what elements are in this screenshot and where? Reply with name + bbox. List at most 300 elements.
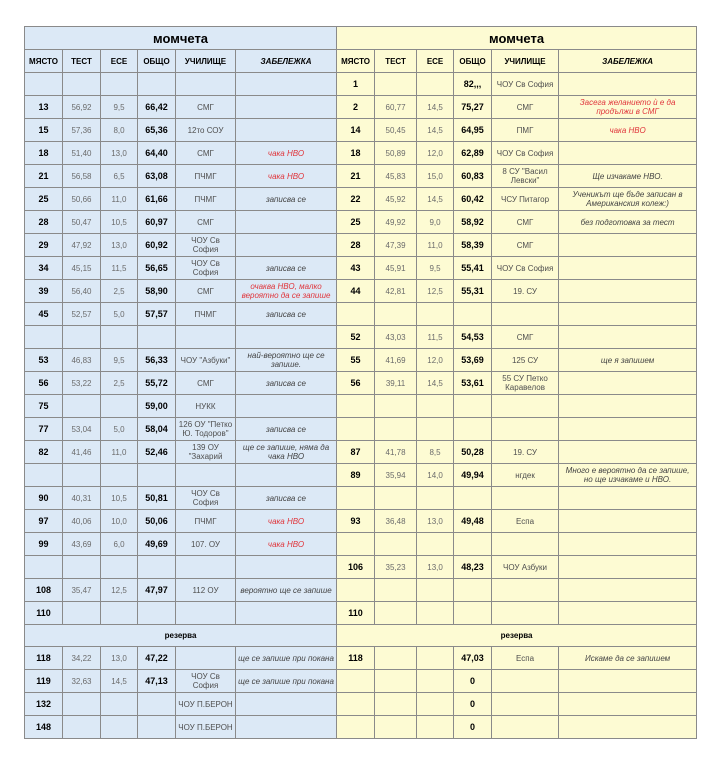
right-place-cell xyxy=(337,670,375,693)
right-essay-cell: 12,5 xyxy=(417,280,454,303)
right-total-cell: 0 xyxy=(454,716,492,739)
right-total-cell: 58,92 xyxy=(454,211,492,234)
right-total-cell: 53,69 xyxy=(454,349,492,372)
right-essay-cell: 14,5 xyxy=(417,188,454,211)
right-place-cell xyxy=(337,533,375,556)
left-school-cell: ЧОУ П.БЕРОН xyxy=(176,716,236,739)
right-school-cell: ЧОУ Св София xyxy=(492,257,559,280)
reserve-table-row xyxy=(25,647,697,670)
left-header-total: ОБЩО xyxy=(138,50,176,73)
right-note-cell xyxy=(559,234,697,257)
left-note-cell: записва се xyxy=(236,418,337,441)
left-place-cell: 148 xyxy=(25,716,63,739)
right-place-cell: 118 xyxy=(337,647,375,670)
table-row xyxy=(25,119,697,142)
left-place-cell: 75 xyxy=(25,395,63,418)
left-total-cell: 57,57 xyxy=(138,303,176,326)
left-essay-cell xyxy=(101,602,138,625)
left-note-cell: най-вероятно ще се запише. xyxy=(236,349,337,372)
right-test-cell xyxy=(375,670,417,693)
right-school-cell: СМГ xyxy=(492,96,559,119)
table-row xyxy=(25,257,697,280)
left-total-cell: 55,72 xyxy=(138,372,176,395)
right-school-cell: Еспа xyxy=(492,510,559,533)
left-test-cell: 57,36 xyxy=(63,119,101,142)
left-school-cell: СМГ xyxy=(176,280,236,303)
left-test-cell: 45,15 xyxy=(63,257,101,280)
left-total-cell xyxy=(138,556,176,579)
right-header-school: УЧИЛИЩЕ xyxy=(492,50,559,73)
left-header-test: ТЕСТ xyxy=(63,50,101,73)
left-note-cell: очаква НВО, малко вероятно да се запише xyxy=(236,280,337,303)
right-school-cell: ЧОУ Азбуки xyxy=(492,556,559,579)
left-place-cell: 29 xyxy=(25,234,63,257)
left-school-cell: ЧОУ П.БЕРОН xyxy=(176,693,236,716)
right-school-cell: 19. СУ xyxy=(492,441,559,464)
right-place-cell xyxy=(337,303,375,326)
right-test-cell xyxy=(375,533,417,556)
left-note-cell xyxy=(236,464,337,487)
right-test-cell: 42,81 xyxy=(375,280,417,303)
right-place-cell: 14 xyxy=(337,119,375,142)
left-test-cell: 52,57 xyxy=(63,303,101,326)
right-essay-cell: 15,0 xyxy=(417,165,454,188)
left-header-note: ЗАБЕЛЕЖКА xyxy=(236,50,337,73)
left-school-cell: СМГ xyxy=(176,211,236,234)
left-place-cell: 34 xyxy=(25,257,63,280)
left-school-cell xyxy=(176,464,236,487)
left-school-cell: ПЧМГ xyxy=(176,303,236,326)
left-note-cell xyxy=(236,716,337,739)
left-test-cell xyxy=(63,73,101,96)
left-school-cell: СМГ xyxy=(176,372,236,395)
left-title: момчета xyxy=(25,27,337,50)
left-test-cell: 46,83 xyxy=(63,349,101,372)
left-note-cell xyxy=(236,556,337,579)
table-row xyxy=(25,142,697,165)
right-test-cell: 50,45 xyxy=(375,119,417,142)
left-total-cell: 47,22 xyxy=(138,647,176,670)
right-test-cell: 36,48 xyxy=(375,510,417,533)
right-note-cell xyxy=(559,579,697,602)
left-place-cell: 25 xyxy=(25,188,63,211)
left-essay-cell: 10,5 xyxy=(101,487,138,510)
right-essay-cell: 11,5 xyxy=(417,326,454,349)
left-test-cell xyxy=(63,464,101,487)
table-row xyxy=(25,73,697,96)
right-total-cell: 54,53 xyxy=(454,326,492,349)
right-total-cell xyxy=(454,533,492,556)
right-note-cell xyxy=(559,602,697,625)
left-header-essay: ЕСЕ xyxy=(101,50,138,73)
right-note-cell: Ученикът ще бъде записан в Американския колеж:) xyxy=(559,188,697,211)
left-place-cell: 21 xyxy=(25,165,63,188)
right-note-cell xyxy=(559,670,697,693)
left-school-cell: ЧОУ Св София xyxy=(176,234,236,257)
left-place-cell: 45 xyxy=(25,303,63,326)
left-test-cell xyxy=(63,395,101,418)
right-note-cell xyxy=(559,441,697,464)
left-note-cell xyxy=(236,234,337,257)
left-school-cell: НУКК xyxy=(176,395,236,418)
right-note-cell: Ще изчакаме НВО. xyxy=(559,165,697,188)
left-school-cell: 12то СОУ xyxy=(176,119,236,142)
right-header-place: МЯСТО xyxy=(337,50,375,73)
right-note-cell: Много е вероятно да се запише, но ще изчакаме и НВО. xyxy=(559,464,697,487)
left-place-cell: 119 xyxy=(25,670,63,693)
right-total-cell: 49,48 xyxy=(454,510,492,533)
right-essay-cell: 9,0 xyxy=(417,211,454,234)
right-total-cell xyxy=(454,602,492,625)
left-place-cell xyxy=(25,73,63,96)
right-school-cell: ПМГ xyxy=(492,119,559,142)
right-school-cell: 8 СУ "Васил Левски" xyxy=(492,165,559,188)
right-total-cell xyxy=(454,395,492,418)
right-place-cell: 93 xyxy=(337,510,375,533)
left-note-cell: ще се запише при покана xyxy=(236,670,337,693)
left-school-cell: ЧОУ Св София xyxy=(176,487,236,510)
left-total-cell xyxy=(138,73,176,96)
right-place-cell xyxy=(337,693,375,716)
left-school-cell xyxy=(176,647,236,670)
left-note-cell: чака НВО xyxy=(236,510,337,533)
right-place-cell: 1 xyxy=(337,73,375,96)
right-note-cell xyxy=(559,556,697,579)
table-row xyxy=(25,395,697,418)
table-row xyxy=(25,464,697,487)
right-title: момчета xyxy=(337,27,697,50)
right-note-cell: без подготовка за тест xyxy=(559,211,697,234)
left-test-cell: 40,31 xyxy=(63,487,101,510)
left-school-cell: 139 ОУ "Захарий xyxy=(176,441,236,464)
right-note-cell xyxy=(559,372,697,395)
left-school-cell: ЧОУ "Азбуки" xyxy=(176,349,236,372)
left-place-cell xyxy=(25,326,63,349)
table-row xyxy=(25,280,697,303)
left-total-cell: 56,65 xyxy=(138,257,176,280)
right-note-cell: ще я запишем xyxy=(559,349,697,372)
left-total-cell: 65,36 xyxy=(138,119,176,142)
left-place-cell: 77 xyxy=(25,418,63,441)
right-essay-cell: 12,0 xyxy=(417,142,454,165)
right-note-cell: Засега желанието ѝ е да продължи в СМГ xyxy=(559,96,697,119)
right-place-cell xyxy=(337,487,375,510)
right-total-cell: 49,94 xyxy=(454,464,492,487)
right-school-cell xyxy=(492,670,559,693)
left-total-cell xyxy=(138,716,176,739)
left-test-cell: 53,04 xyxy=(63,418,101,441)
left-school-cell: ПЧМГ xyxy=(176,510,236,533)
right-essay-cell xyxy=(417,602,454,625)
right-note-cell xyxy=(559,487,697,510)
ranking-table xyxy=(24,26,697,739)
right-school-cell: 125 СУ xyxy=(492,349,559,372)
right-total-cell: 82,,, xyxy=(454,73,492,96)
left-note-cell: записва се xyxy=(236,257,337,280)
right-school-cell: СМГ xyxy=(492,211,559,234)
left-school-cell: 107. ОУ xyxy=(176,533,236,556)
left-test-cell xyxy=(63,326,101,349)
left-school-cell: ЧОУ Св София xyxy=(176,257,236,280)
right-total-cell: 58,39 xyxy=(454,234,492,257)
left-place-cell: 15 xyxy=(25,119,63,142)
table-row xyxy=(25,188,697,211)
table-row xyxy=(25,556,697,579)
right-test-cell: 39,11 xyxy=(375,372,417,395)
right-essay-cell: 11,0 xyxy=(417,234,454,257)
right-total-cell xyxy=(454,579,492,602)
table-row xyxy=(25,487,697,510)
table-row xyxy=(25,602,697,625)
right-header-note: ЗАБЕЛЕЖКА xyxy=(559,50,697,73)
right-place-cell: 21 xyxy=(337,165,375,188)
right-total-cell: 75,27 xyxy=(454,96,492,119)
left-total-cell: 50,81 xyxy=(138,487,176,510)
left-test-cell: 41,46 xyxy=(63,441,101,464)
left-essay-cell xyxy=(101,73,138,96)
right-total-cell xyxy=(454,418,492,441)
left-note-cell: чака НВО xyxy=(236,533,337,556)
right-test-cell: 35,94 xyxy=(375,464,417,487)
right-total-cell: 60,42 xyxy=(454,188,492,211)
left-essay-cell xyxy=(101,716,138,739)
right-essay-cell: 13,0 xyxy=(417,510,454,533)
right-total-cell: 53,61 xyxy=(454,372,492,395)
left-total-cell xyxy=(138,326,176,349)
left-note-cell xyxy=(236,211,337,234)
reserve-table-row xyxy=(25,716,697,739)
left-place-cell xyxy=(25,556,63,579)
table-row xyxy=(25,234,697,257)
left-test-cell: 40,06 xyxy=(63,510,101,533)
right-test-cell: 45,92 xyxy=(375,188,417,211)
title-row xyxy=(25,27,697,50)
right-essay-cell: 9,5 xyxy=(417,257,454,280)
right-place-cell: 22 xyxy=(337,188,375,211)
left-essay-cell: 6,0 xyxy=(101,533,138,556)
right-header-test: ТЕСТ xyxy=(375,50,417,73)
left-header-place: МЯСТО xyxy=(25,50,63,73)
right-school-cell xyxy=(492,716,559,739)
right-note-cell xyxy=(559,510,697,533)
right-test-cell xyxy=(375,693,417,716)
left-total-cell xyxy=(138,602,176,625)
table-row xyxy=(25,533,697,556)
right-note-cell xyxy=(559,303,697,326)
right-essay-cell xyxy=(417,303,454,326)
table-row xyxy=(25,441,697,464)
left-test-cell: 35,47 xyxy=(63,579,101,602)
left-school-cell xyxy=(176,602,236,625)
right-essay-cell: 13,0 xyxy=(417,556,454,579)
left-essay-cell: 11,0 xyxy=(101,441,138,464)
right-place-cell: 43 xyxy=(337,257,375,280)
left-place-cell: 53 xyxy=(25,349,63,372)
left-note-cell: ще се запише при покана xyxy=(236,647,337,670)
right-place-cell: 89 xyxy=(337,464,375,487)
right-school-cell xyxy=(492,693,559,716)
right-note-cell xyxy=(559,693,697,716)
left-essay-cell xyxy=(101,464,138,487)
right-school-cell xyxy=(492,579,559,602)
right-place-cell: 52 xyxy=(337,326,375,349)
right-test-cell xyxy=(375,73,417,96)
right-school-cell xyxy=(492,487,559,510)
right-essay-cell: 8,5 xyxy=(417,441,454,464)
left-essay-cell: 2,5 xyxy=(101,280,138,303)
right-test-cell xyxy=(375,395,417,418)
table-row xyxy=(25,510,697,533)
right-total-cell: 55,41 xyxy=(454,257,492,280)
left-test-cell: 56,58 xyxy=(63,165,101,188)
right-school-cell xyxy=(492,602,559,625)
left-total-cell: 60,97 xyxy=(138,211,176,234)
right-test-cell xyxy=(375,647,417,670)
left-essay-cell: 11,0 xyxy=(101,188,138,211)
left-place-cell: 132 xyxy=(25,693,63,716)
left-note-cell xyxy=(236,96,337,119)
right-note-cell: Искаме да се запишем xyxy=(559,647,697,670)
left-essay-cell: 5,0 xyxy=(101,303,138,326)
right-place-cell: 106 xyxy=(337,556,375,579)
left-essay-cell: 13,0 xyxy=(101,142,138,165)
left-note-cell: чака НВО xyxy=(236,142,337,165)
left-place-cell: 39 xyxy=(25,280,63,303)
right-essay-cell xyxy=(417,73,454,96)
left-essay-cell: 9,5 xyxy=(101,349,138,372)
right-test-cell: 45,91 xyxy=(375,257,417,280)
right-note-cell: чака НВО xyxy=(559,119,697,142)
left-total-cell: 64,40 xyxy=(138,142,176,165)
right-test-cell xyxy=(375,716,417,739)
left-place-cell: 82 xyxy=(25,441,63,464)
right-note-cell xyxy=(559,142,697,165)
right-note-cell xyxy=(559,73,697,96)
right-test-cell xyxy=(375,487,417,510)
left-essay-cell: 5,0 xyxy=(101,418,138,441)
left-place-cell: 97 xyxy=(25,510,63,533)
table-row xyxy=(25,372,697,395)
table-row xyxy=(25,418,697,441)
left-note-cell: записва се xyxy=(236,188,337,211)
left-total-cell: 58,04 xyxy=(138,418,176,441)
left-school-cell: СМГ xyxy=(176,96,236,119)
left-total-cell: 66,42 xyxy=(138,96,176,119)
right-school-cell: 55 СУ Петко Каравелов xyxy=(492,372,559,395)
right-note-cell xyxy=(559,326,697,349)
left-test-cell: 43,69 xyxy=(63,533,101,556)
left-place-cell: 28 xyxy=(25,211,63,234)
right-essay-cell: 14,0 xyxy=(417,464,454,487)
left-note-cell xyxy=(236,693,337,716)
left-essay-cell: 12,5 xyxy=(101,579,138,602)
right-total-cell: 55,31 xyxy=(454,280,492,303)
left-essay-cell: 6,5 xyxy=(101,165,138,188)
left-place-cell: 118 xyxy=(25,647,63,670)
left-essay-cell: 10,0 xyxy=(101,510,138,533)
right-place-cell: 55 xyxy=(337,349,375,372)
right-test-cell: 50,89 xyxy=(375,142,417,165)
left-test-cell xyxy=(63,602,101,625)
left-note-cell: ще се запише, няма да чака НВО xyxy=(236,441,337,464)
left-note-cell: вероятно ще се запише xyxy=(236,579,337,602)
left-total-cell: 56,33 xyxy=(138,349,176,372)
right-reserve-label: резерва xyxy=(337,625,697,647)
right-place-cell xyxy=(337,395,375,418)
right-school-cell xyxy=(492,418,559,441)
right-note-cell xyxy=(559,533,697,556)
left-essay-cell: 2,5 xyxy=(101,372,138,395)
right-header-total: ОБЩО xyxy=(454,50,492,73)
right-test-cell xyxy=(375,579,417,602)
right-essay-cell xyxy=(417,579,454,602)
right-place-cell: 87 xyxy=(337,441,375,464)
right-test-cell: 45,83 xyxy=(375,165,417,188)
left-essay-cell xyxy=(101,556,138,579)
table-row xyxy=(25,579,697,602)
left-total-cell: 47,97 xyxy=(138,579,176,602)
left-school-cell: СМГ xyxy=(176,142,236,165)
right-total-cell: 0 xyxy=(454,670,492,693)
right-essay-cell xyxy=(417,487,454,510)
left-test-cell: 50,66 xyxy=(63,188,101,211)
left-total-cell: 63,08 xyxy=(138,165,176,188)
right-test-cell xyxy=(375,418,417,441)
right-essay-cell: 14,5 xyxy=(417,372,454,395)
left-total-cell xyxy=(138,464,176,487)
left-note-cell xyxy=(236,73,337,96)
right-essay-cell xyxy=(417,647,454,670)
right-note-cell xyxy=(559,716,697,739)
left-test-cell: 34,22 xyxy=(63,647,101,670)
right-essay-cell xyxy=(417,533,454,556)
left-essay-cell xyxy=(101,326,138,349)
right-essay-cell xyxy=(417,693,454,716)
left-note-cell: записва се xyxy=(236,372,337,395)
right-note-cell xyxy=(559,395,697,418)
left-essay-cell: 13,0 xyxy=(101,234,138,257)
right-place-cell: 56 xyxy=(337,372,375,395)
right-place-cell xyxy=(337,579,375,602)
left-essay-cell xyxy=(101,693,138,716)
table-row xyxy=(25,165,697,188)
right-school-cell: ЧОУ Св София xyxy=(492,142,559,165)
right-note-cell xyxy=(559,280,697,303)
left-essay-cell: 10,5 xyxy=(101,211,138,234)
table-row xyxy=(25,211,697,234)
right-total-cell xyxy=(454,303,492,326)
reserve-table-row xyxy=(25,670,697,693)
right-total-cell: 50,28 xyxy=(454,441,492,464)
right-test-cell: 49,92 xyxy=(375,211,417,234)
header-row xyxy=(25,50,697,73)
right-school-cell: ЧСУ Питагор xyxy=(492,188,559,211)
table-row xyxy=(25,349,697,372)
right-school-cell xyxy=(492,303,559,326)
left-test-cell: 50,47 xyxy=(63,211,101,234)
right-school-cell xyxy=(492,395,559,418)
right-test-cell: 47,39 xyxy=(375,234,417,257)
left-school-cell xyxy=(176,73,236,96)
table-row xyxy=(25,303,697,326)
left-test-cell: 51,40 xyxy=(63,142,101,165)
left-total-cell: 47,13 xyxy=(138,670,176,693)
right-note-cell xyxy=(559,257,697,280)
right-school-cell: нгдек xyxy=(492,464,559,487)
left-school-cell xyxy=(176,556,236,579)
left-total-cell: 58,90 xyxy=(138,280,176,303)
right-total-cell: 60,83 xyxy=(454,165,492,188)
